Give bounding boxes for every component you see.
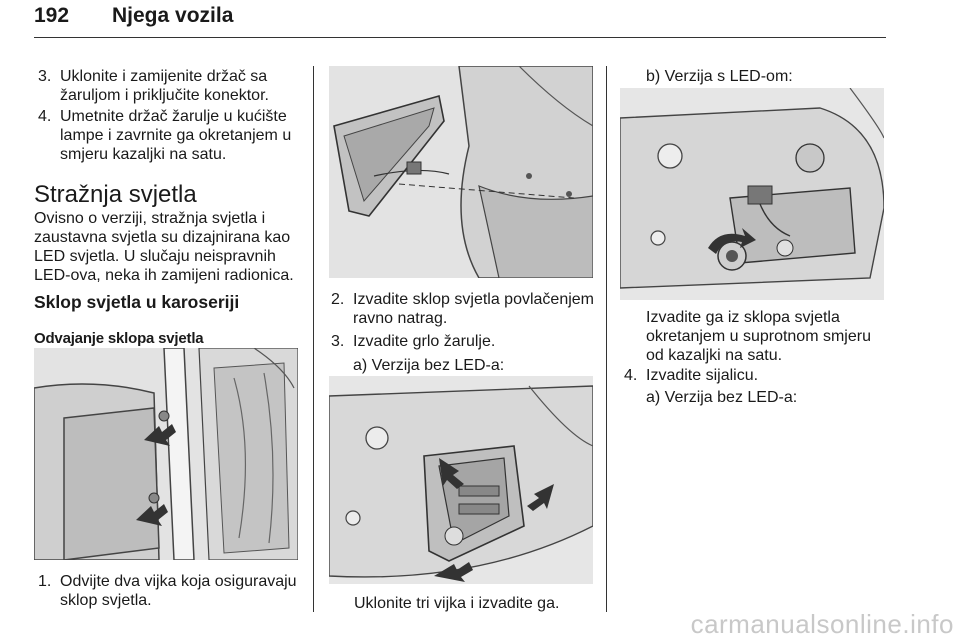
- column-divider-1: [313, 66, 314, 612]
- step-number: 3.: [38, 68, 52, 85]
- variant-label: a) Verzija bez LED-a:: [353, 357, 505, 374]
- step-number: 2.: [331, 291, 345, 308]
- step-text: Uklonite i zamijenite držač sa žaruljom i priključite konektor.: [60, 68, 269, 104]
- procedure-heading: Odvajanje sklopa svjetla: [34, 330, 204, 347]
- section-intro: Ovisno o verziji, stražnja svjetla i zaustavna svjetla su dizajnirana kao LED svjetla. U slučaju neispravnih LED-ova, neka ih zamijeni radionica.: [34, 210, 294, 284]
- variant-label: a) Verzija bez LED-a:: [646, 389, 798, 406]
- step-number: 3.: [331, 333, 345, 350]
- subsection-heading: Sklop svjetla u karoseriji: [34, 292, 240, 312]
- step-text: Izvadite sijalicu.: [646, 367, 759, 384]
- illustration-remove-light-assembly: [329, 66, 593, 278]
- step-3-col2: [331, 332, 599, 351]
- header-divider: [34, 37, 886, 38]
- illustration-caption: Uklonite tri vijka i izvadite ga.: [354, 595, 560, 612]
- step-4-col3: [624, 366, 879, 385]
- page-number: 192: [34, 4, 70, 27]
- section-heading: Stražnja svjetla: [34, 181, 197, 208]
- step-3-col1: [38, 67, 303, 105]
- step-text: Odvijte dva vijka koja osiguravaju sklop svjetla.: [60, 573, 297, 609]
- step-1-col1: [38, 572, 303, 610]
- variant-label: b) Verzija s LED-om:: [646, 68, 793, 85]
- step-4-col1: [38, 107, 303, 164]
- instruction-text: Izvadite ga iz sklopa svjetla okretanjem u suprotnom smjeru od kazaljki na satu.: [646, 309, 871, 364]
- step-number: 4.: [38, 108, 52, 125]
- step-text: Umetnite držač žarulje u kućište lampe i zavrnite ga okretanjem u smjeru kazaljki na satu.: [60, 108, 292, 163]
- step-number: 4.: [624, 367, 638, 384]
- step-2-col2: [331, 290, 599, 328]
- illustration-light-assembly-screws: [34, 348, 298, 560]
- illustration-led-bulb-holder: [620, 88, 884, 300]
- step-text: Izvadite sklop svjetla povlačenjem ravno natrag.: [353, 291, 595, 327]
- step-number: 1.: [38, 573, 52, 590]
- illustration-bulb-holder-screws: [329, 376, 593, 584]
- watermark: carmanualsonline.info: [690, 609, 954, 639]
- page-title: Njega vozila: [112, 4, 234, 27]
- column-divider-2: [606, 66, 607, 612]
- step-text: Izvadite grlo žarulje.: [353, 333, 496, 350]
